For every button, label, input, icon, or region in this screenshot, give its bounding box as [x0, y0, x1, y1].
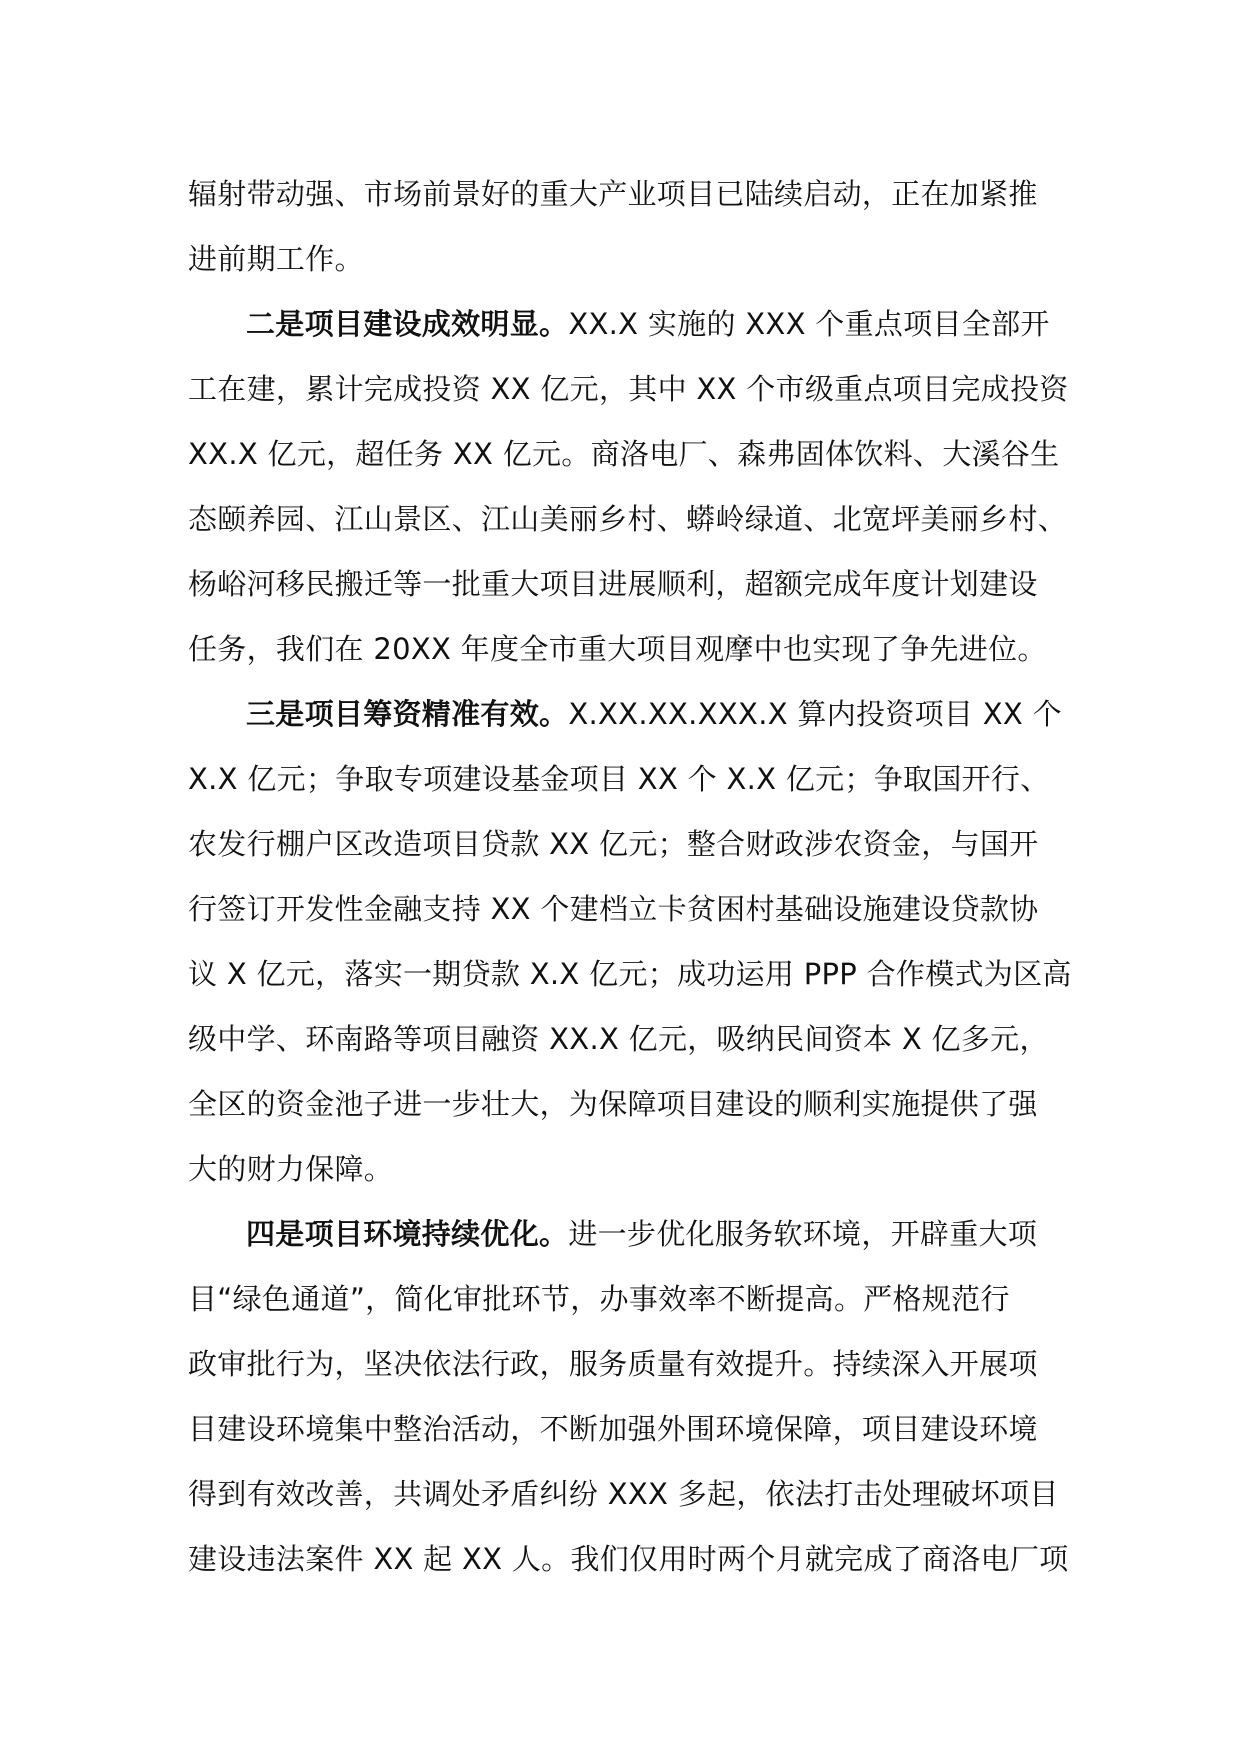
text-line: 议 X 亿元，落实一期贷款 X.X 亿元；成功运用 PPP 合作模式为区高 — [188, 957, 1072, 991]
text-line: 态颐养园、江山景区、江山美丽乡村、蟒岭绿道、北宽坪美丽乡村、 — [188, 502, 1068, 536]
paragraph-heading: 三是项目筹资精准有效。 — [246, 697, 569, 731]
text-run: XX.X 实施的 XXX 个重点项目全部开 — [568, 307, 1050, 341]
text-line: 建设违法案件 XX 起 XX 人。我们仅用时两个月就完成了商洛电厂项 — [188, 1542, 1069, 1576]
text-line: 农发行棚户区改造项目贷款 XX 亿元；整合财政涉农资金，与国开 — [188, 827, 1039, 861]
paragraph-first-line — [188, 1202, 1072, 1267]
paragraph-first-line — [188, 682, 1072, 747]
text-run: X.XX.XX.XXX.X 算内投资项目 XX 个 — [568, 697, 1062, 731]
text-line: XX.X 亿元，超任务 XX 亿元。商洛电厂、森弗固体饮料、大溪谷生 — [188, 437, 1060, 471]
paragraph-continuation — [188, 162, 1072, 292]
text-line: 任务，我们在 20XX 年度全市重大项目观摩中也实现了争先进位。 — [188, 632, 1047, 666]
paragraph-heading: 四是项目环境持续优化。 — [246, 1217, 569, 1251]
paragraph-heading: 二是项目建设成效明显。 — [246, 307, 569, 341]
text-line: X.X 亿元；争取专项建设基金项目 XX 个 X.X 亿元；争取国开行、 — [188, 762, 1050, 796]
paragraph-project-environment — [188, 1202, 1072, 1592]
paragraph-project-construction — [188, 292, 1072, 682]
text-line: 工在建，累计完成投资 XX 亿元，其中 XX 个市级重点项目完成投资 — [188, 372, 1069, 406]
text-line: 行签订开发性金融支持 XX 个建档立卡贫困村基础设施建设贷款协 — [188, 892, 1039, 926]
text-line: 杨峪河移民搬迁等一批重大项目进展顺利，超额完成年度计划建设 — [188, 567, 1038, 601]
text-run: 进一步优化服务软环境，开辟重大项 — [568, 1217, 1038, 1251]
text-line: 大的财力保障。 — [188, 1152, 394, 1186]
text-line: 目建设环境集中整治活动，不断加强外围环境保障，项目建设环境 — [188, 1412, 1038, 1446]
paragraph-project-financing — [188, 682, 1072, 1202]
text-line: 级中学、环南路等项目融资 XX.X 亿元，吸纳民间资本 X 亿多元， — [188, 1022, 1049, 1056]
text-line: 得到有效改善，共调处矛盾纠纷 XXX 多起，依法打击处理破坏项目 — [188, 1477, 1059, 1511]
text-line: 进前期工作。 — [188, 242, 364, 276]
text-line: 辐射带动强、市场前景好的重大产业项目已陆续启动，正在加紧推 — [188, 177, 1038, 211]
text-line: 全区的资金池子进一步壮大，为保障项目建设的顺利实施提供了强 — [188, 1087, 1038, 1121]
body-text — [188, 162, 1072, 1592]
text-line: 政审批行为，坚决依法行政，服务质量有效提升。持续深入开展项 — [188, 1347, 1038, 1381]
paragraph-first-line — [188, 292, 1072, 357]
text-line: 目“绿色通道”，简化审批环节，办事效率不断提高。严格规范行 — [188, 1282, 1010, 1316]
